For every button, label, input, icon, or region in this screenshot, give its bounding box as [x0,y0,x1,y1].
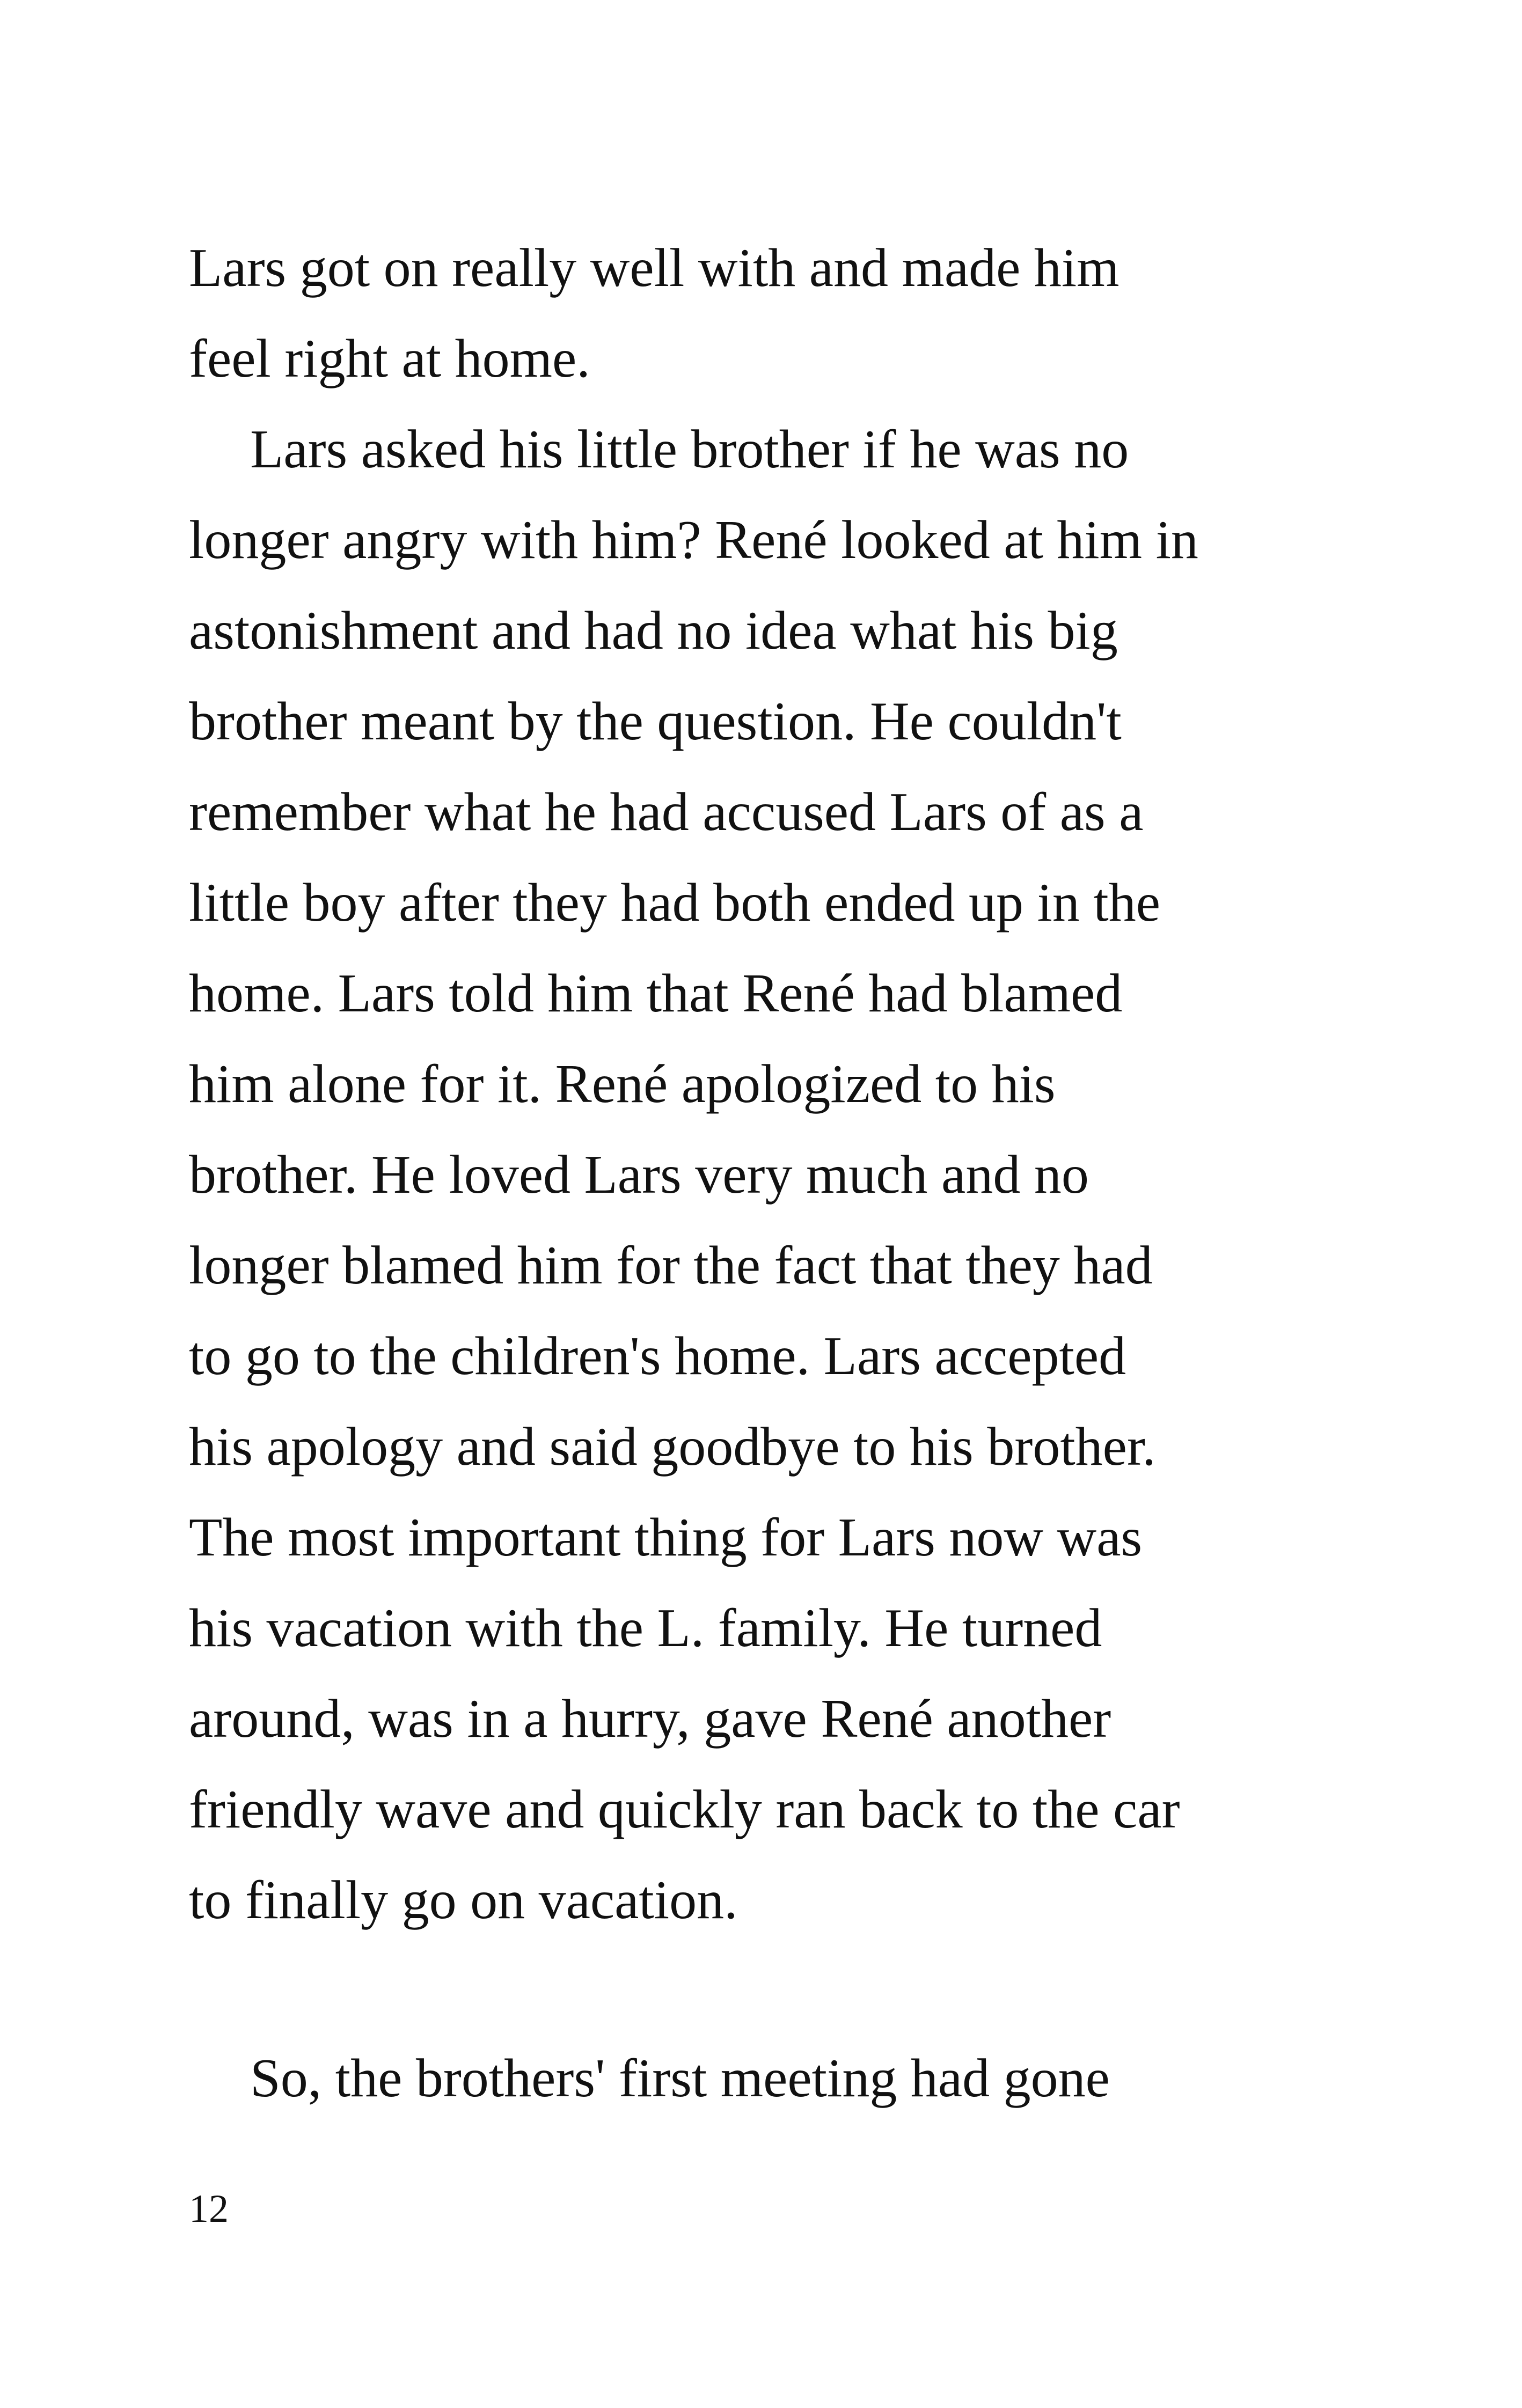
text-line: brother. He loved Lars very much and no [189,1144,1089,1205]
text-line: his apology and said goodbye to his brother. [189,1416,1156,1477]
text-line: The most important thing for Lars now was [189,1507,1143,1568]
paragraph-first-line: Lars asked his little brother if he was no [250,419,1129,480]
text-line: little boy after they had both ended up in the [189,872,1161,933]
paragraph-first-line: So, the brothers' first meeting had gone [250,2048,1110,2109]
text-line: his vacation with the L. family. He turned [189,1598,1102,1658]
text-line: around, was in a hurry, gave René another [189,1688,1111,1749]
text-line: to go to the children's home. Lars accepted [189,1326,1126,1386]
text-line: Lars got on really well with and made him [189,238,1119,298]
text-line: astonishment and had no idea what his big [189,600,1118,661]
text-line: friendly wave and quickly ran back to the car [189,1779,1180,1840]
page-number: 12 [189,2187,229,2231]
text-line: longer blamed him for the fact that they had [189,1235,1153,1296]
text-line: feel right at home. [189,328,590,389]
text-line: home. Lars told him that René had blamed [189,963,1123,1024]
text-line: longer angry with him? René looked at him in [189,510,1198,570]
text-line: him alone for it. René apologized to his [189,1054,1056,1114]
text-line: remember what he had accused Lars of as a [189,782,1144,842]
text-line: to finally go on vacation. [189,1870,738,1930]
text-line: brother meant by the question. He couldn't [189,691,1122,752]
